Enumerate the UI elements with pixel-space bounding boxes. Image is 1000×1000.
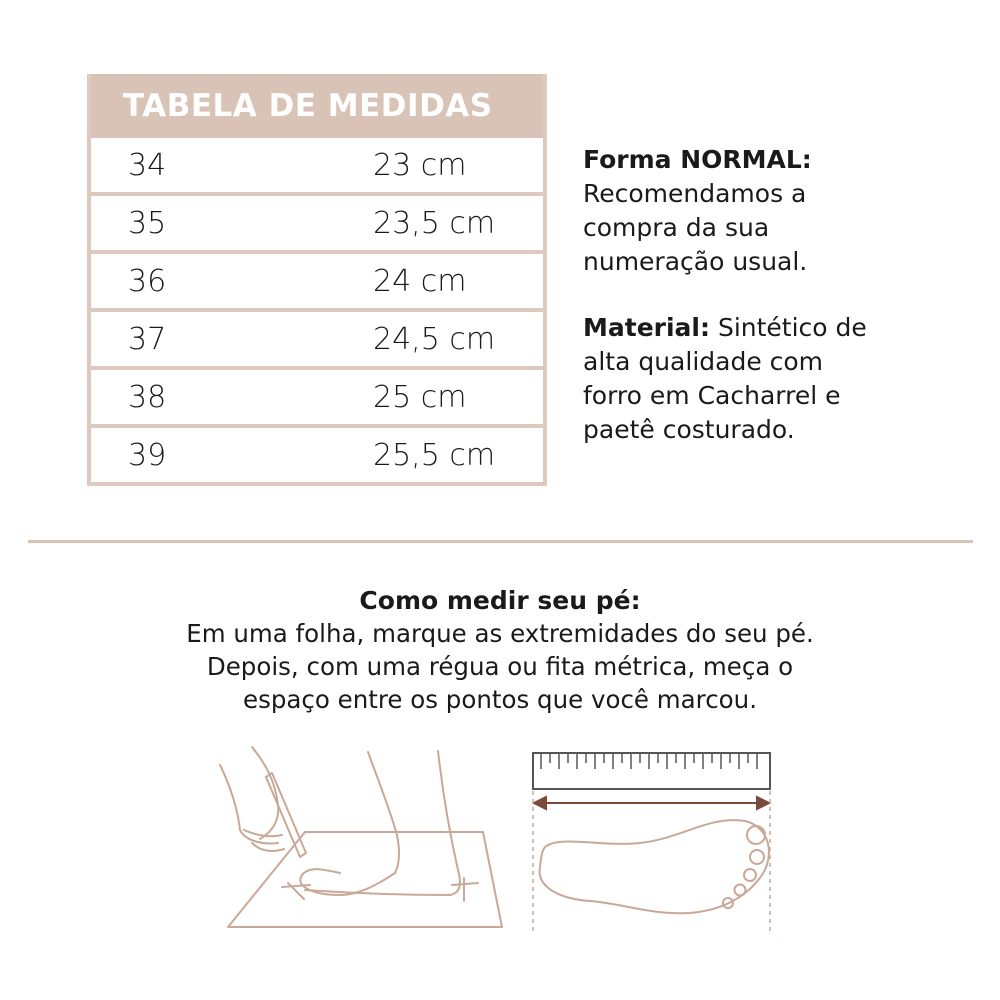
length-cell: 23 cm <box>373 147 467 183</box>
ruler-measuring-foot-icon <box>533 753 770 933</box>
form-info <box>583 143 983 279</box>
table-row <box>91 312 543 366</box>
length-cell: 23,5 cm <box>373 205 496 241</box>
hand-marking-foot-on-paper-icon <box>220 747 502 927</box>
material-text-line: paetê costurado. <box>583 415 795 444</box>
how-to-line: espaço entre os pontos que você marcou. <box>243 685 757 714</box>
product-info <box>583 143 983 447</box>
size-table-body <box>91 138 543 482</box>
size-table-title: TABELA DE MEDIDAS <box>91 74 543 138</box>
measuring-illustration <box>200 735 800 945</box>
form-label: Forma NORMAL: <box>583 145 812 174</box>
length-cell: 25 cm <box>373 379 467 415</box>
form-text-line: compra da sua <box>583 213 770 242</box>
size-cell: 35 <box>128 205 167 241</box>
section-divider <box>28 540 973 543</box>
how-to-line: Em uma folha, marque as extremidades do seu pé. <box>186 619 814 648</box>
size-cell: 39 <box>128 437 167 473</box>
size-table <box>87 74 547 486</box>
table-row <box>91 196 543 250</box>
size-cell: 36 <box>128 263 167 299</box>
table-row <box>91 254 543 308</box>
how-to-measure <box>0 584 1000 716</box>
form-text-line: numeração usual. <box>583 247 808 276</box>
how-to-title: Como medir seu pé: <box>359 586 641 615</box>
how-to-line: Depois, com uma régua ou fita métrica, meça o <box>206 652 794 681</box>
material-label: Material: <box>583 313 710 342</box>
form-text-line: Recomendamos a <box>583 179 807 208</box>
table-row <box>91 370 543 424</box>
size-cell: 34 <box>128 147 167 183</box>
material-text-line: Sintético de <box>710 313 867 342</box>
length-cell: 24 cm <box>373 263 467 299</box>
length-cell: 24,5 cm <box>373 321 496 357</box>
material-info <box>583 311 983 447</box>
material-text-line: forro em Cacharrel e <box>583 381 841 410</box>
table-row <box>91 428 543 482</box>
length-cell: 25,5 cm <box>373 437 496 473</box>
size-cell: 38 <box>128 379 167 415</box>
table-row <box>91 138 543 192</box>
size-cell: 37 <box>128 321 167 357</box>
material-text-line: alta qualidade com <box>583 347 824 376</box>
